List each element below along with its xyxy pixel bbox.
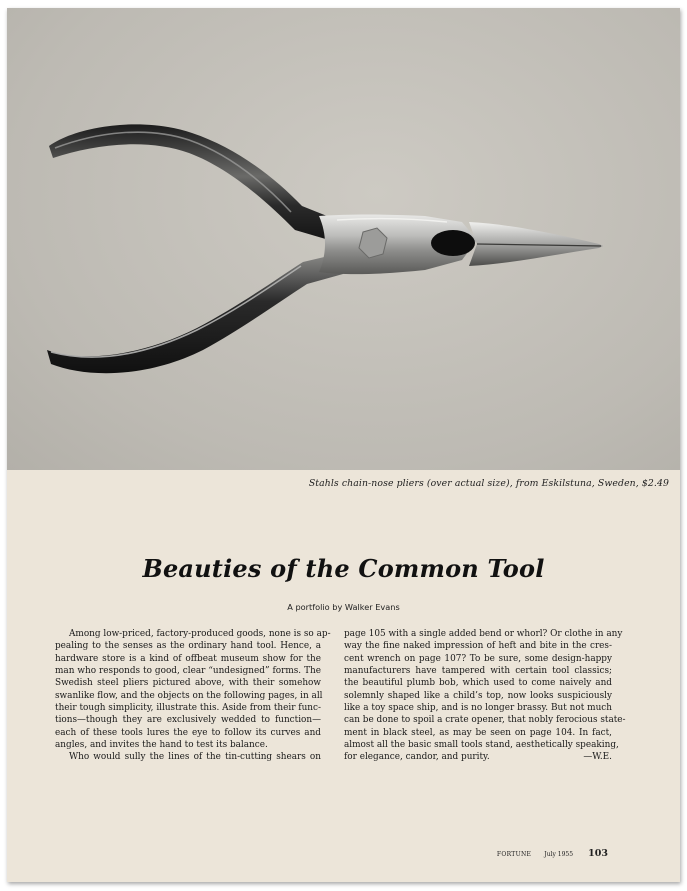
chain-nose-pliers-icon: [7, 8, 680, 470]
text-line: way the fine naked impression of heft and bite in the cres-: [344, 641, 612, 652]
author-signature: —W.E.: [583, 752, 612, 763]
page-footer: [497, 841, 608, 860]
text-line: each of these tools lures the eye to follow its curves and: [55, 727, 321, 738]
text-line: can be done to spoil a crate opener, that nobly ferocious state-: [344, 715, 626, 726]
text-line: for elegance, candor, and purity. —W.E.: [344, 752, 612, 763]
text-line: pealing to the senses as the ordinary hand tool. Hence, a: [55, 641, 321, 652]
text-line: their tough simplicity, illustrate this. Aside from their func-: [55, 703, 321, 714]
page-number: 103: [588, 848, 608, 859]
text-line: manufacturers have tampered with certain tool classics;: [344, 666, 612, 677]
text-line: hardware store is a kind of offbeat museum show for the: [55, 653, 321, 664]
footer-date: July 1955: [544, 851, 574, 858]
text-line: cent wrench on page 107? To be sure, some design-happy: [344, 653, 612, 664]
text-line: solemnly shaped like a child’s top, now looks suspiciously: [344, 690, 612, 701]
footer-magazine: FORTUNE: [496, 851, 532, 858]
text-line: the beautiful plumb bob, which used to come naively and: [344, 678, 612, 689]
text-line: like a toy space ship, and is no longer brassy. But not much: [344, 703, 612, 714]
text-line: swanlike flow, and the objects on the following pages, in all: [55, 690, 323, 701]
text-line: almost all the basic small tools stand, aesthetically speaking,: [344, 740, 619, 751]
text-line: angles, and invites the hand to test its balance.: [55, 740, 268, 751]
text-line: page 105 with a single added bend or whorl? Or clothe in any: [344, 629, 623, 639]
text-line: man who responds to good, clear “undesigned” forms. The: [55, 666, 321, 677]
article-column-left: [55, 628, 331, 764]
magazine-page: [7, 8, 680, 882]
pliers-photograph: [7, 8, 680, 470]
text-line: tions—though they are exclusively wedded to function—: [55, 715, 321, 726]
text-line: ment in black steel, as may be seen on page 104. In fact,: [344, 727, 612, 738]
article-title: Beauties of the Common Tool: [142, 554, 545, 583]
text-line: Among low-priced, factory-produced goods, none is so ap-: [69, 629, 331, 639]
photo-caption: Stahls chain-nose pliers (over actual size), from Eskilstuna, Sweden, $2.49: [308, 478, 669, 489]
article-byline: A portfolio by Walker Evans: [287, 602, 400, 612]
article-column-right: [344, 628, 626, 764]
text-line: Who would sully the lines of the tin-cutting shears on: [69, 752, 321, 763]
text-line: Swedish steel pliers pictured above, with their somehow: [55, 678, 321, 689]
